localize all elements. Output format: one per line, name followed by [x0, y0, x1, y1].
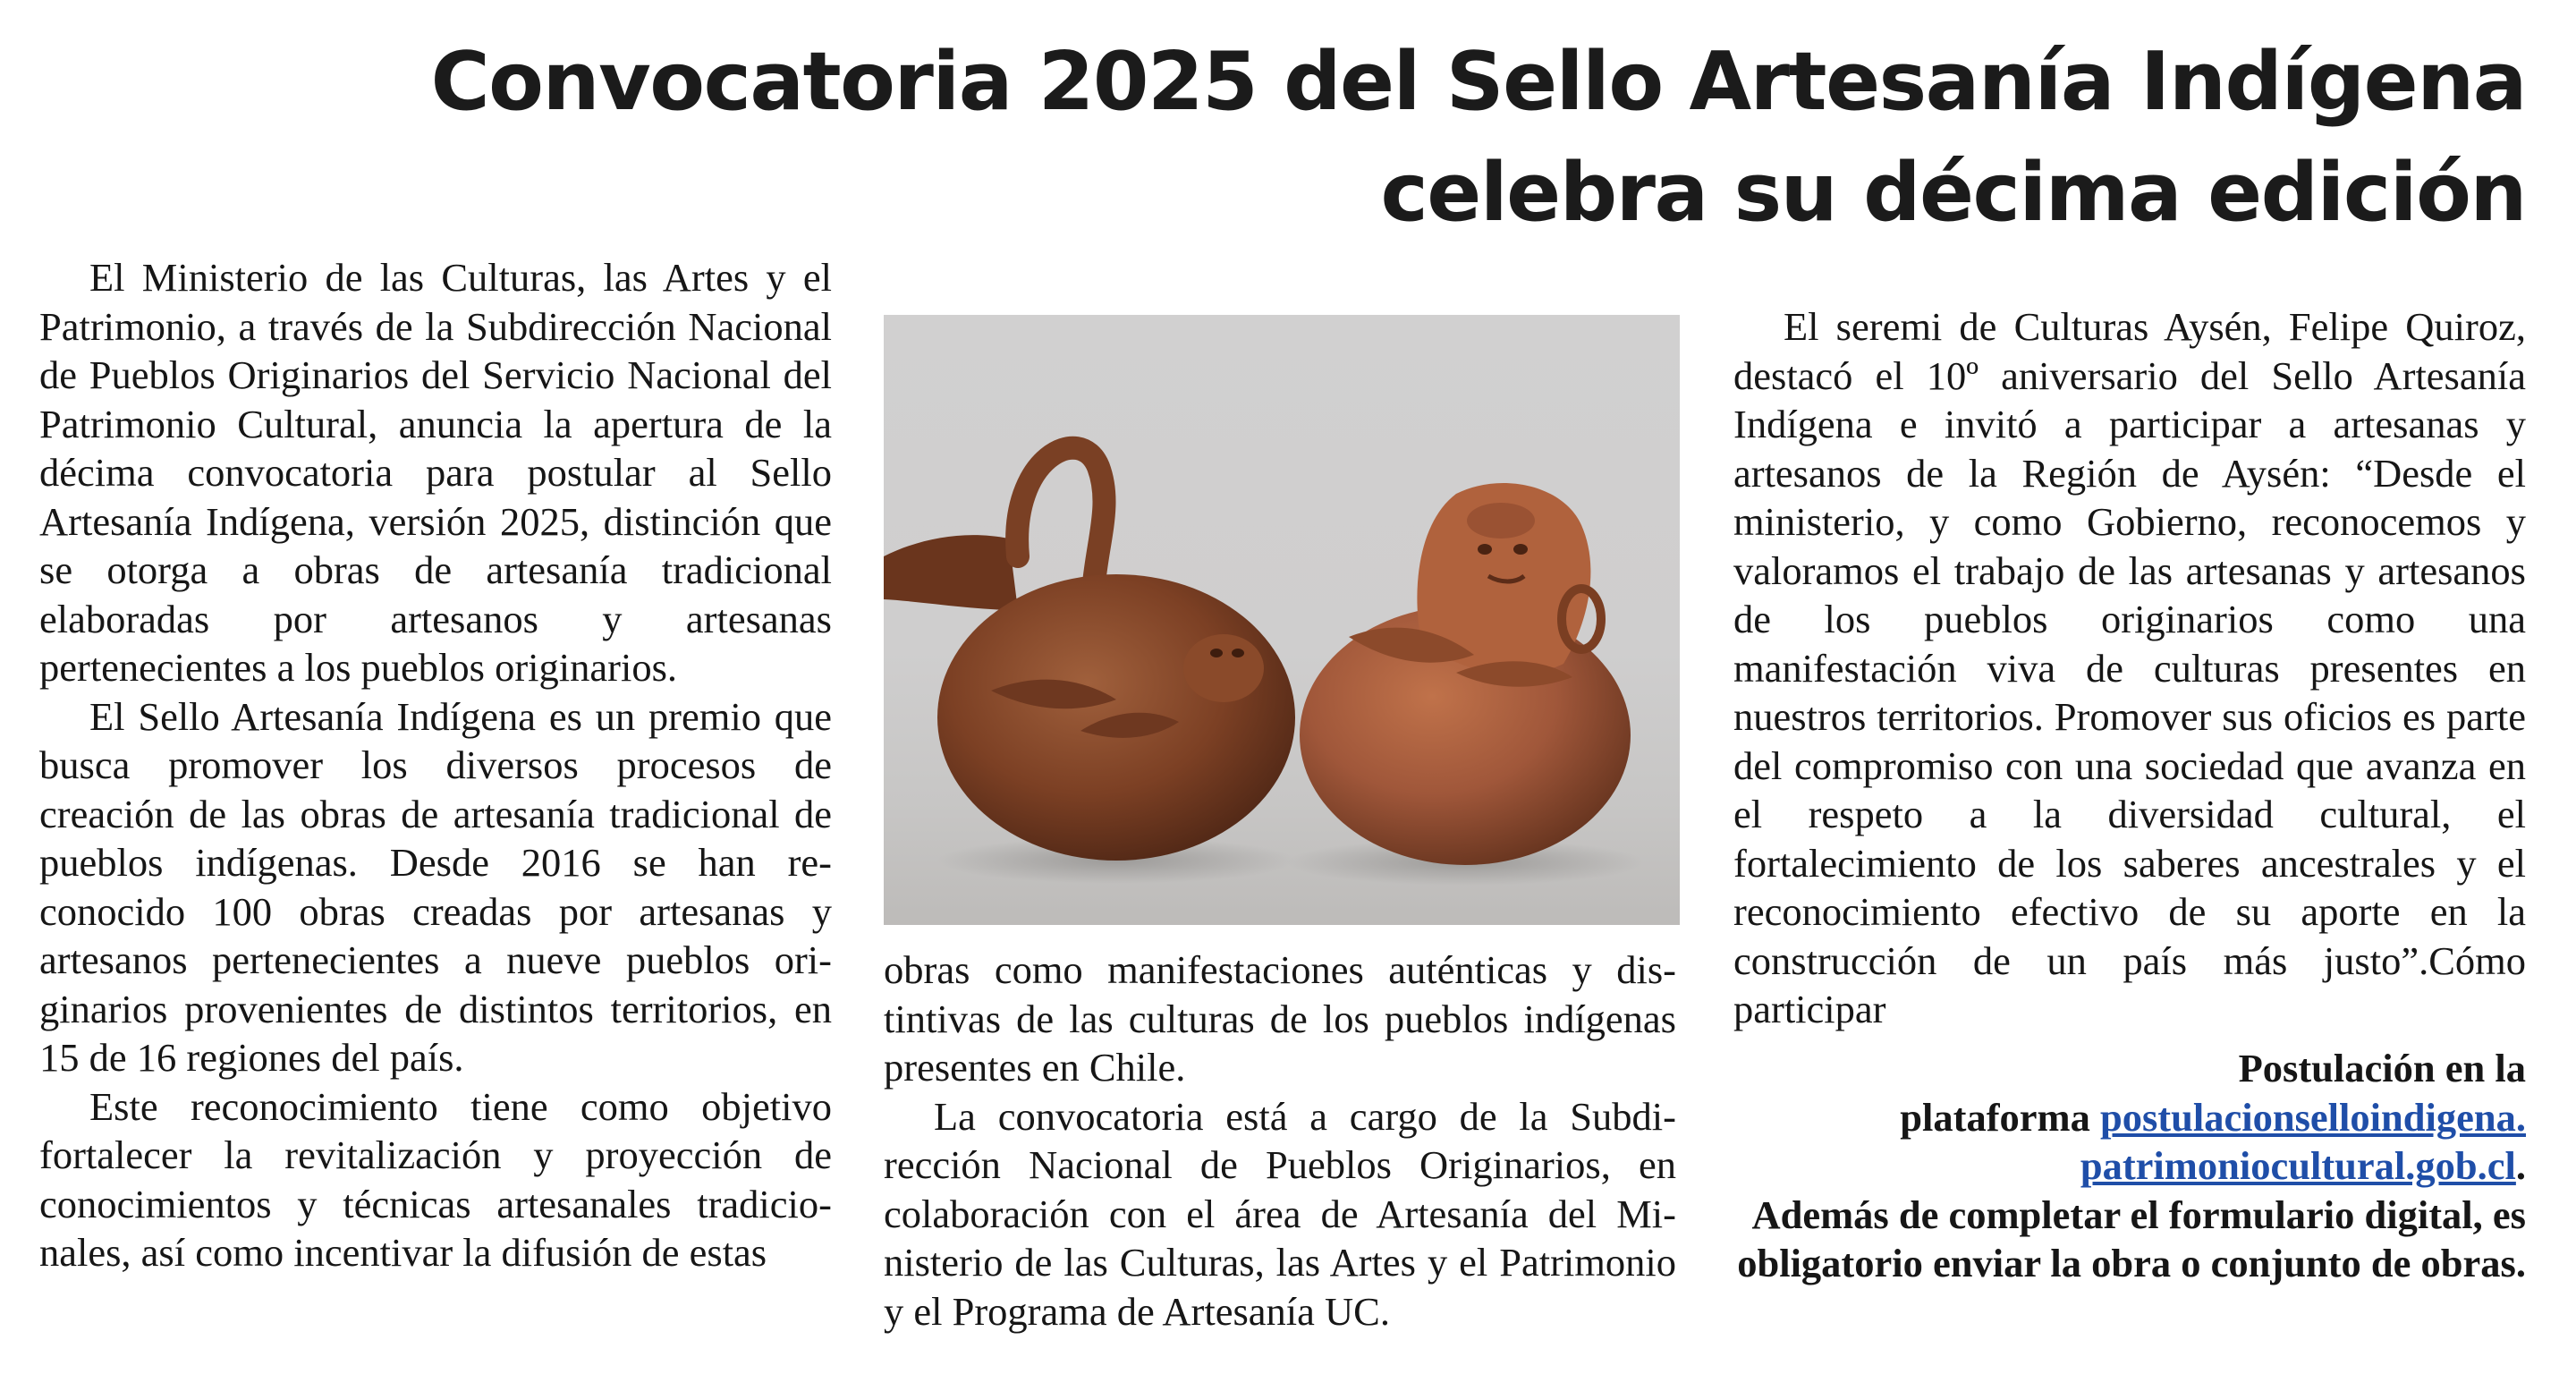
- paragraph: El Ministerio de las Culturas, las Artes y el Patrimonio, a través de la Subdirección Nacional de Pueblos Originarios del Servicio Nacional del Patrimonio Cultural, anuncia la apertura de la décima convocatoria para postular al Sello Artesanía Indígena, versión 2025, distinción que se otorga a obras de artesanía tradicional elaboradas por artesanos y artesanas pertenecientes a los pueblos originarios.: [39, 255, 832, 690]
- application-callout: [1721, 1044, 2526, 1288]
- article-column-1: [39, 253, 832, 1277]
- headline: [290, 27, 2526, 249]
- paragraph: obras como manifestaciones auténticas y distintivas de las culturas de los pueblos indígenas presentes en Chile.: [884, 947, 1676, 1090]
- callout-line-1: Postulación en la: [2238, 1046, 2526, 1090]
- paragraph: La convocatoria está a cargo de la Subdirección Nacional de Pueblos Originarios, en colaboración con el área de Artesanía del Ministerio de las Culturas, las Artes y el Patrimonio y el Programa de Artesanía UC.: [884, 1093, 1676, 1334]
- callout-platform-line: [1721, 1093, 2526, 1142]
- paragraph: El Sello Artesanía Indígena es un premio que busca promover los diversos procesos de creación de las obras de artesanía tradicional de pueblos indígenas. Desde 2016 se han reconocido 100 obras creadas por artesanas y artesanos pertenecientes a nueve pueblos originarios provenientes de distintos territorios, en 15 de 16 regiones del país.: [39, 693, 832, 1080]
- headline-line-1: Convocatoria 2025 del Sello Artesanía Indígena: [430, 35, 2526, 129]
- paragraph: El seremi de Culturas Aysén, Felipe Quiroz, destacó el 10º aniversario del Sello Artesanía Indígena e invitó a participar a artesanas y artesanos de la Región de Aysén: “Desde el ministerio, y como Gobierno, reconocemos y valoramos el trabajo de las artesanas y artesanos de los pueblos originarios como una manifestación viva de culturas presentes en nuestros territorios. Promover sus oficios es parte del compromiso con una sociedad que avanza en el respeto a la diversidad cultural, el fortalecimiento de los saberes ancestrales y el reconocimiento efectivo de su aporte en la construcción de un país más justo”.Cómo participar: [1733, 304, 2526, 1031]
- callout-link-line: [1721, 1141, 2526, 1191]
- callout-period: .: [2515, 1143, 2526, 1188]
- article-column-2: [884, 946, 1676, 1336]
- headline-line-2: celebra su décima edición: [1380, 146, 2526, 240]
- article-column-3: [1733, 302, 2526, 1034]
- paragraph: Este reconocimiento tiene como objetivo fortalecer la revitalización y proyección de conocimientos y técnicas artesanales tradicionales, así como incentivar la difusión de estas: [39, 1083, 832, 1275]
- callout-text: Además de completar el formulario digital, es obligatorio enviar la obra o conjunto de obras.: [1737, 1192, 2526, 1285]
- platform-link-continued[interactable]: patrimoniocultural.gob.cl: [2080, 1143, 2516, 1188]
- ceramics-photo: [884, 315, 1680, 925]
- platform-link[interactable]: postulacionselloindigena.: [2099, 1094, 2526, 1140]
- callout-prefix: plataforma: [1900, 1094, 2100, 1140]
